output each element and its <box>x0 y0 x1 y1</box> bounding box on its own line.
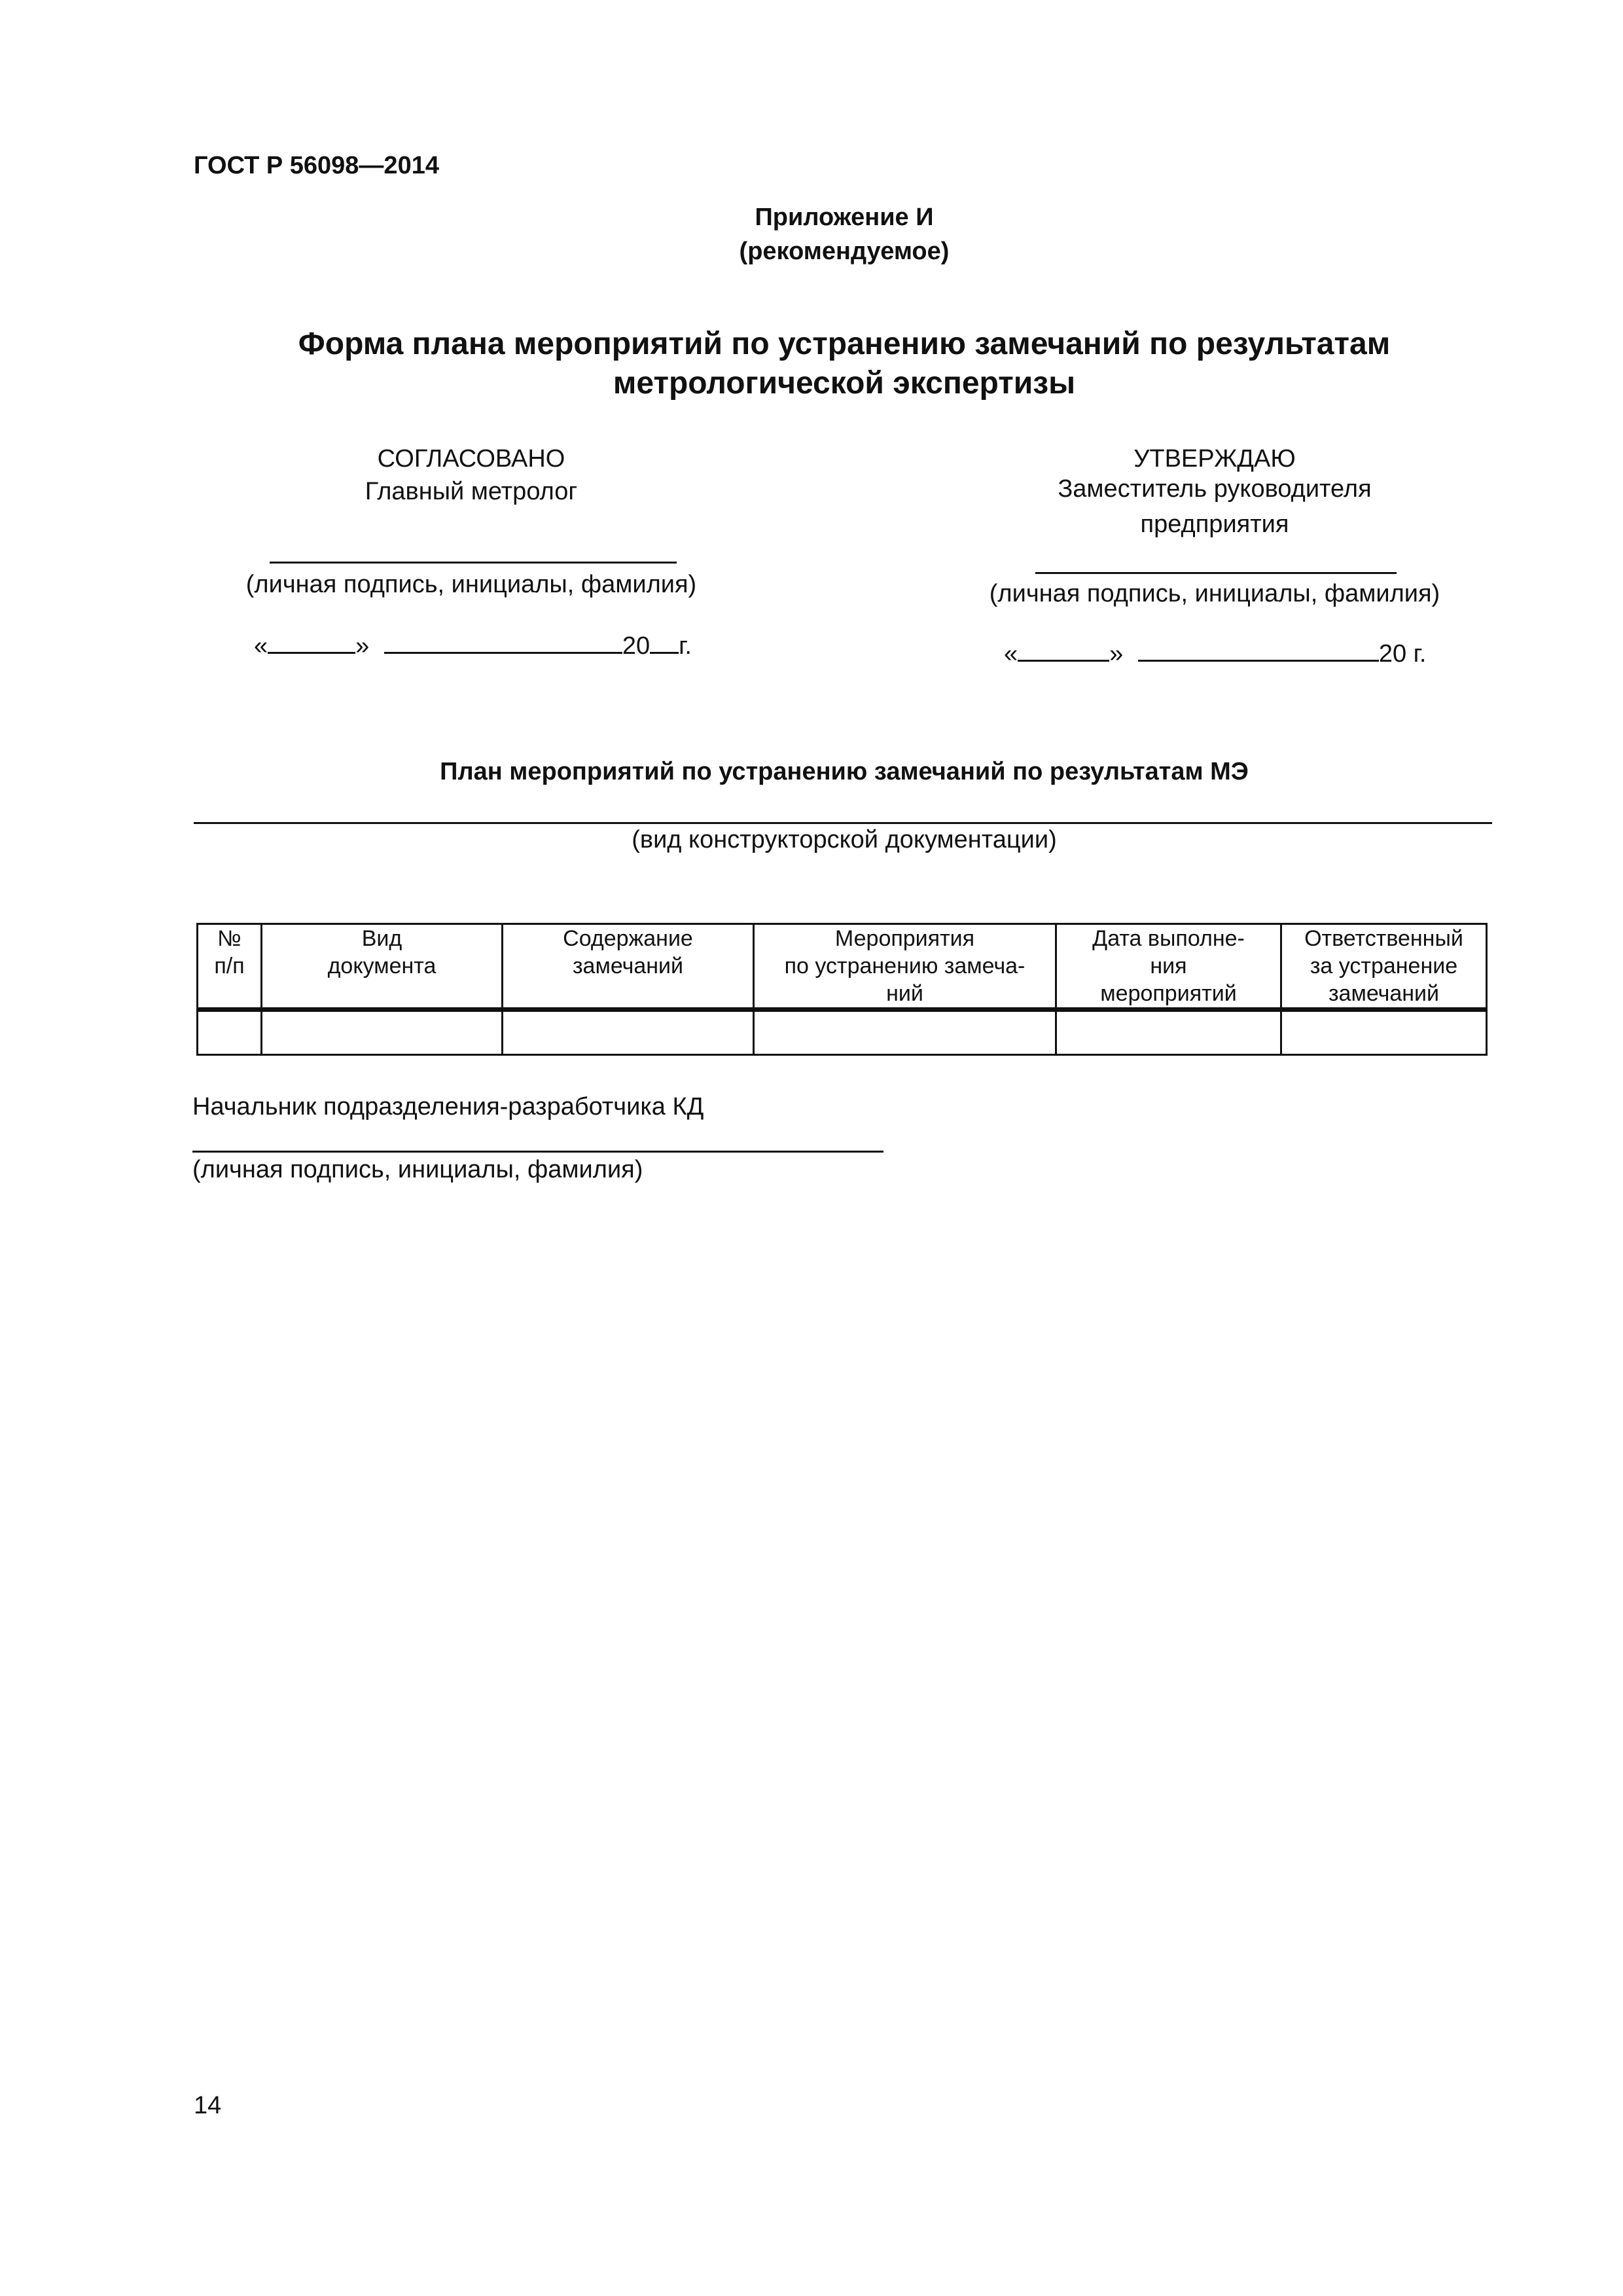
table-header-row <box>198 924 1487 1010</box>
department-head-signature-line <box>192 1151 883 1153</box>
department-head-label: Начальник подразделения-разработчика КД <box>192 1093 704 1121</box>
doc-type-caption: (вид конструкторской документации) <box>632 826 1057 853</box>
left-signature-line <box>270 562 677 564</box>
month-blank <box>384 630 622 654</box>
right-approval-heading: УТВЕРЖДАЮ <box>1133 445 1296 473</box>
left-approval-position: Главный метролог <box>365 478 578 505</box>
table-cell[interactable] <box>198 1010 262 1055</box>
close-quote: » <box>1109 640 1124 668</box>
right-signature-caption: (личная подпись, инициалы, фамилия) <box>989 580 1440 607</box>
appendix-title: Приложение И <box>755 204 934 231</box>
department-head-signature-caption: (личная подпись, инициалы, фамилия) <box>192 1156 643 1183</box>
table-row <box>198 1010 1487 1055</box>
year-suffix: г. <box>679 632 692 660</box>
left-signature-caption: (личная подпись, инициалы, фамилия) <box>245 571 697 598</box>
table-cell[interactable] <box>754 1010 1056 1055</box>
column-header-document-type: Вид документа <box>262 924 503 1010</box>
open-quote: « <box>1004 640 1018 668</box>
day-blank <box>1018 637 1109 662</box>
year-blank <box>650 630 679 654</box>
form-title-line-2: метрологической экспертизы <box>613 366 1076 401</box>
table-cell[interactable] <box>262 1010 503 1055</box>
table-cell[interactable] <box>1281 1010 1487 1055</box>
document-code: ГОСТ Р 56098—2014 <box>194 152 439 179</box>
column-header-measures: Мероприятия по устранению замеча- ний <box>754 924 1056 1010</box>
column-header-completion-date: Дата выполне- ния мероприятий <box>1056 924 1281 1010</box>
day-blank <box>268 630 355 654</box>
left-approval-heading: СОГЛАСОВАНО <box>377 445 565 473</box>
left-date-row <box>254 630 692 660</box>
column-header-number: № п/п <box>198 924 262 1010</box>
right-signature-line <box>1035 572 1397 574</box>
right-approval-position-line-1: Заместитель руководителя <box>1058 475 1372 503</box>
column-header-responsible: Ответственный за устранение замечаний <box>1281 924 1487 1010</box>
right-date-row <box>1004 637 1426 668</box>
close-quote: » <box>355 632 370 660</box>
right-approval-position-line-2: предприятия <box>1140 511 1289 538</box>
plan-title: План мероприятий по устранению замечаний по результатам МЭ <box>440 758 1249 785</box>
year-suffix: 20 г. <box>1378 640 1427 668</box>
doc-type-line <box>194 822 1492 824</box>
month-blank <box>1138 637 1379 662</box>
form-title-line-1: Форма плана мероприятий по устранению замечаний по результатам <box>298 327 1391 361</box>
plan-table <box>196 923 1488 1056</box>
form-title <box>196 325 1492 403</box>
page-number: 14 <box>194 2092 222 2119</box>
table-cell[interactable] <box>503 1010 754 1055</box>
appendix-status: (рекомендуемое) <box>739 238 950 265</box>
year-prefix: 20 <box>622 632 651 660</box>
column-header-remarks-content: Содержание замечаний <box>503 924 754 1010</box>
table-cell[interactable] <box>1056 1010 1281 1055</box>
open-quote: « <box>254 632 268 660</box>
